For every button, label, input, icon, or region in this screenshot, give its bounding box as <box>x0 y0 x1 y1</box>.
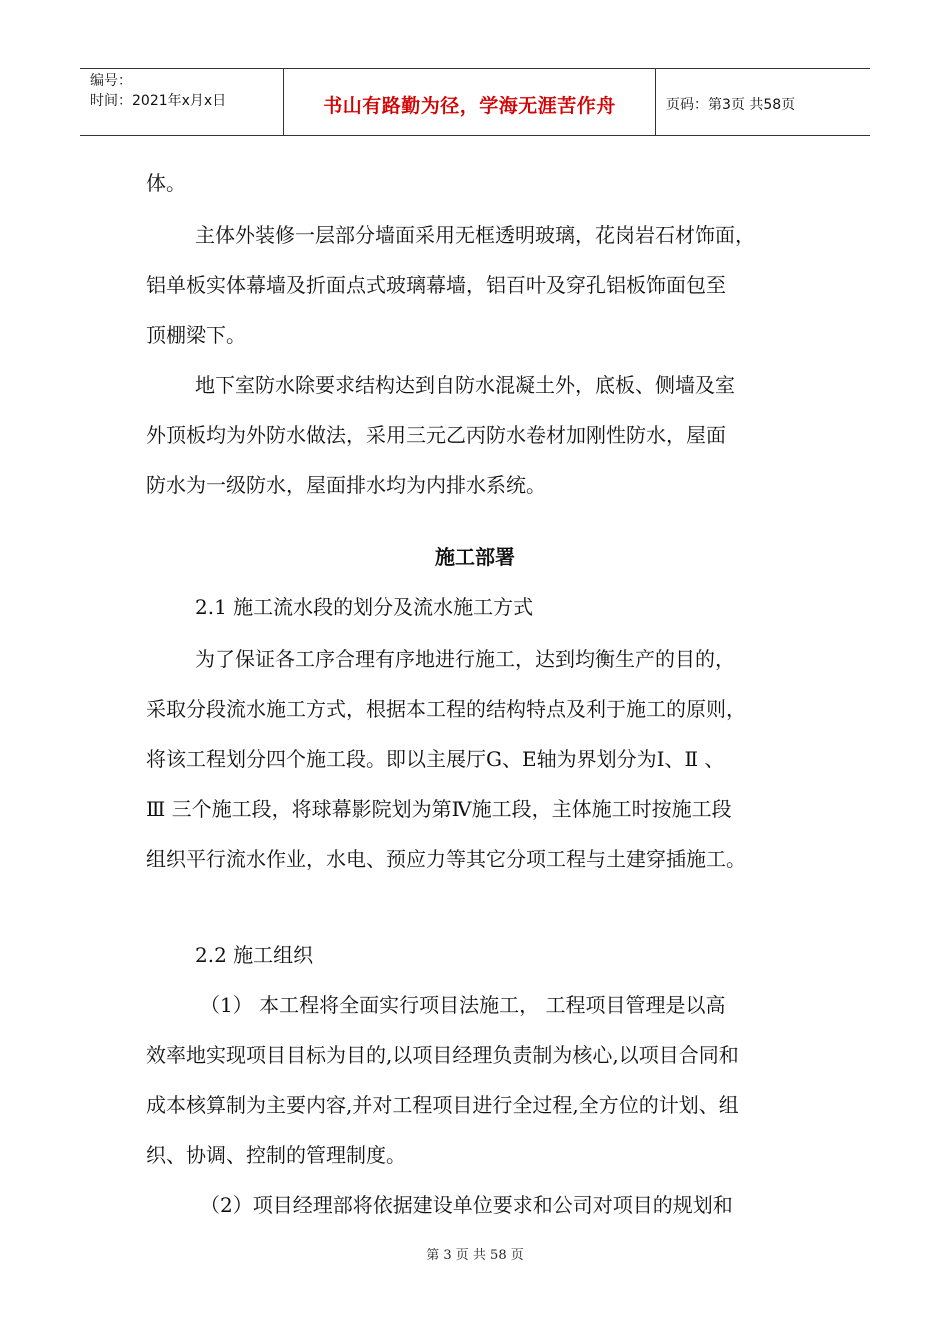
body-line: 为了保证各工序合理有序地进行施工，达到均衡生产的目的， <box>195 647 735 671</box>
body-line: 外顶板均为外防水做法，采用三元乙丙防水卷材加刚性防水，屋面 <box>146 423 726 447</box>
section-title: 施工部署 <box>435 545 515 569</box>
header-motto: 书山有路勤为径，学海无涯苦作舟 <box>283 69 656 135</box>
header-page-info: 页码：第3页 共58页 <box>666 97 796 113</box>
body-line: 主体外装修一层部分墙面采用无框透明玻璃，花岗岩石材饰面， <box>195 223 755 247</box>
header-meta <box>80 69 283 135</box>
body-line: 将该工程划分四个施工段。即以主展厅G、E轴为界划分为Ⅰ、Ⅱ 、 <box>146 747 725 771</box>
body-line: 织、协调、控制的管理制度。 <box>146 1143 406 1167</box>
body-line: 顶棚梁下。 <box>146 323 246 347</box>
body-line: 地下室防水除要求结构达到自防水混凝土外，底板、侧墙及室 <box>195 373 735 397</box>
body-line: （1） 本工程将全面实行项目法施工， 工程项目管理是以高 <box>200 993 726 1017</box>
page-footer: 第 3 页 共 58 页 <box>426 1248 524 1263</box>
subsection-heading-2-2: 2.2 施工组织 <box>195 943 314 967</box>
document-date-label: 时间：2021年x月x日 <box>90 93 227 109</box>
body-line: 效率地实现项目目标为目的,以项目经理负责制为核心,以项目合同和 <box>146 1043 739 1067</box>
body-line: 采取分段流水施工方式，根据本工程的结构特点及利于施工的原则， <box>146 697 746 721</box>
body-line: 成本核算制为主要内容,并对工程项目进行全过程,全方位的计划、组 <box>146 1093 739 1117</box>
body-line: 防水为一级防水，屋面排水均为内排水系统。 <box>146 473 546 497</box>
body-line: Ⅲ 三个施工段，将球幕影院划为第Ⅳ施工段，主体施工时按施工段 <box>146 797 732 821</box>
body-line: （2）项目经理部将依据建设单位要求和公司对项目的规划和 <box>200 1193 733 1217</box>
body-line: 组织平行流水作业，水电、预应力等其它分项工程与土建穿插施工。 <box>146 847 746 871</box>
body-line: 体。 <box>146 171 186 195</box>
body-line: 铝单板实体幕墙及折面点式玻璃幕墙，铝百叶及穿孔铝板饰面包至 <box>146 273 726 297</box>
page-header <box>80 68 870 136</box>
document-number-label: 编号： <box>90 73 132 89</box>
subsection-heading-2-1: 2.1 施工流水段的划分及流水施工方式 <box>195 595 534 619</box>
